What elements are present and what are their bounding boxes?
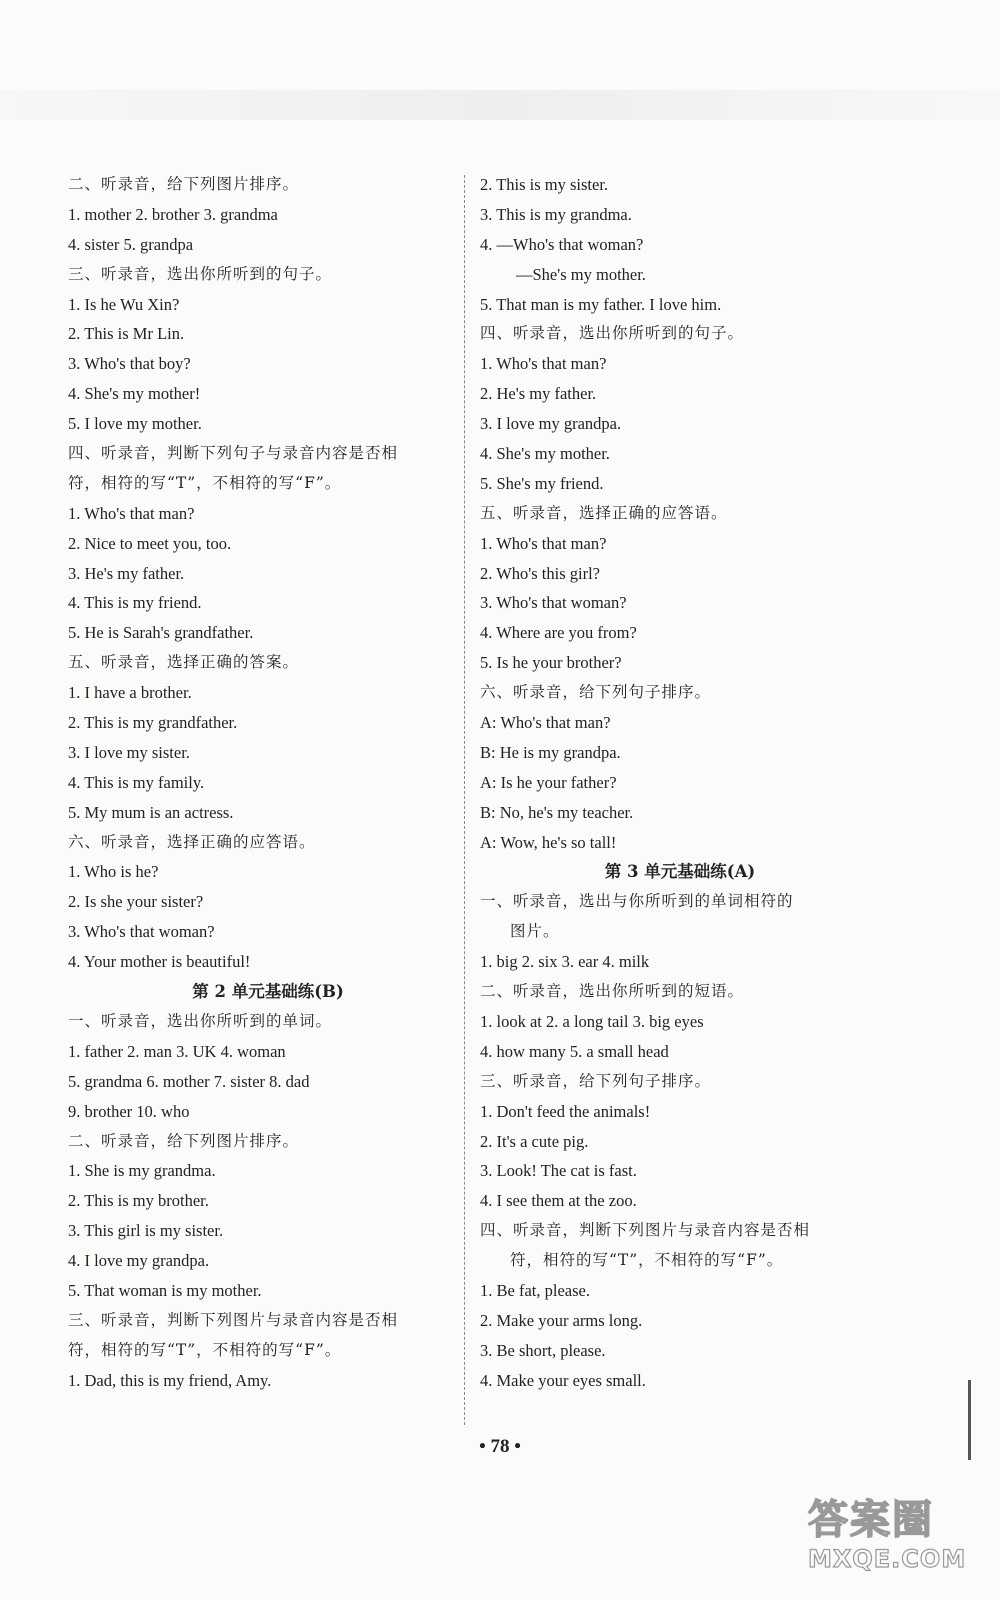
section-heading: 四、听录音，选出你所听到的句子。 xyxy=(480,324,745,343)
answer-line: 2. This is my sister. xyxy=(480,175,609,194)
answer-line: 4. —Who's that woman? xyxy=(480,234,644,254)
section-heading: 二、听录音，选出你所听到的短语。 xyxy=(480,982,745,1001)
answer-line: 2. Nice to meet you, too. xyxy=(68,533,232,553)
section-heading-continued: 符，相符的写“T”，不相符的写“F”。 xyxy=(510,1251,784,1270)
answer-line: 2. This is my brother. xyxy=(68,1191,209,1211)
answer-line: 4. She's my mother! xyxy=(68,384,201,404)
section-heading: 一、听录音，选出与你所听到的单词相符的 xyxy=(480,892,794,911)
answer-line: 2. Who's this girl? xyxy=(480,563,600,583)
answer-line: 1. She is my grandma. xyxy=(68,1161,216,1181)
answer-line: 1. Dad, this is my friend, Amy. xyxy=(68,1370,272,1390)
section-heading: 四、听录音，判断下列句子与录音内容是否相 xyxy=(68,444,399,463)
section-heading: 六、听录音，给下列句子排序。 xyxy=(480,683,712,702)
answer-line: 5. Is he your brother? xyxy=(480,653,622,673)
answer-line: A: Wow, he's so tall! xyxy=(480,832,617,852)
answer-line: 4. This is my family. xyxy=(68,772,205,792)
answer-line: 4. I love my grandpa. xyxy=(68,1251,210,1271)
answer-line: 4. This is my friend. xyxy=(68,593,202,613)
page-number: • 78 • xyxy=(479,1436,521,1457)
answer-line: 5. I love my mother. xyxy=(68,414,202,434)
answer-line-continued: —She's my mother. xyxy=(516,264,646,284)
answer-line: 3. Be short, please. xyxy=(480,1340,606,1360)
answer-line: 4. Where are you from? xyxy=(480,623,637,643)
section-heading: 五、听录音，选择正确的答案。 xyxy=(68,653,300,672)
answer-line: 4. Your mother is beautiful! xyxy=(68,952,251,972)
answer-line: 9. brother 10. who xyxy=(68,1101,190,1121)
watermark-top-text: 答案圈 xyxy=(808,1497,934,1543)
section-heading: 四、听录音，判断下列图片与录音内容是否相 xyxy=(480,1221,811,1240)
answer-line: 3. This is my grandma. xyxy=(480,204,632,224)
left-column xyxy=(68,170,468,1396)
answer-line: 5. grandma 6. mother 7. sister 8. dad xyxy=(68,1071,310,1091)
answer-line: 5. That woman is my mother. xyxy=(68,1280,262,1300)
answer-line: 1. Be fat, please. xyxy=(480,1280,590,1300)
answer-line: 1. father 2. man 3. UK 4. woman xyxy=(68,1041,286,1061)
answer-line: 4. Make your eyes small. xyxy=(480,1370,646,1390)
answer-line: 5. He is Sarah's grandfather. xyxy=(68,623,254,643)
scan-artifact-band xyxy=(0,90,1000,120)
answer-line: 5. My mum is an actress. xyxy=(68,802,234,822)
answer-line: 4. sister 5. grandpa xyxy=(68,234,194,254)
answer-line: 5. That man is my father. I love him. xyxy=(480,294,722,314)
section-heading: 一、听录音，选出你所听到的单词。 xyxy=(68,1011,333,1030)
section-heading: 三、听录音，判断下列图片与录音内容是否相 xyxy=(68,1310,399,1329)
answer-line: 2. It's a cute pig. xyxy=(480,1131,589,1151)
answer-line: 2. This is Mr Lin. xyxy=(68,324,185,344)
answer-line: 3. He's my father. xyxy=(68,563,185,583)
answer-line: 1. I have a brother. xyxy=(68,683,192,703)
column-divider xyxy=(464,175,465,1425)
answer-line: 2. This is my grandfather. xyxy=(68,713,238,733)
answer-line: B: He is my grandpa. xyxy=(480,742,621,762)
answer-line: 1. Who's that man? xyxy=(480,354,607,374)
answer-line: 1. Who's that man? xyxy=(480,533,607,553)
answer-line: 5. She's my friend. xyxy=(480,473,604,493)
answer-line: 4. how many 5. a small head xyxy=(480,1041,669,1061)
answer-line: 1. big 2. six 3. ear 4. milk xyxy=(480,952,650,972)
answer-line: 3. Who's that boy? xyxy=(68,354,191,374)
section-heading: 三、听录音，给下列句子排序。 xyxy=(480,1071,712,1090)
answer-line: 4. She's my mother. xyxy=(480,444,610,464)
answer-line: 1. Who's that man? xyxy=(68,503,195,523)
answer-line: 1. mother 2. brother 3. grandma xyxy=(68,204,278,224)
section-heading: 二、听录音，给下列图片排序。 xyxy=(68,1131,300,1150)
unit-title: 第 2 单元基础练(B) xyxy=(192,982,344,1002)
answer-line: 3. Look! The cat is fast. xyxy=(480,1161,637,1181)
answer-line: 1. look at 2. a long tail 3. big eyes xyxy=(480,1011,704,1031)
section-heading: 五、听录音，选择正确的应答语。 xyxy=(480,503,728,522)
answer-line: 3. This girl is my sister. xyxy=(68,1221,224,1241)
answer-line: 2. Is she your sister? xyxy=(68,892,204,912)
answer-line: A: Who's that man? xyxy=(480,713,611,733)
section-heading: 符，相符的写“T”，不相符的写“F”。 xyxy=(68,473,342,492)
section-heading: 二、听录音，给下列图片排序。 xyxy=(68,175,300,193)
section-heading-continued: 图片。 xyxy=(510,922,560,941)
answer-line: 3. I love my grandpa. xyxy=(480,414,622,434)
section-heading: 六、听录音，选择正确的应答语。 xyxy=(68,832,316,851)
watermark-bottom-text: MXQE.COM xyxy=(808,1545,967,1573)
answer-line: 2. Make your arms long. xyxy=(480,1310,643,1330)
answer-line: B: No, he's my teacher. xyxy=(480,802,634,822)
watermark-logo xyxy=(808,1488,978,1588)
section-heading: 符，相符的写“T”，不相符的写“F”。 xyxy=(68,1340,342,1359)
answer-line: 4. I see them at the zoo. xyxy=(480,1191,637,1211)
answer-line: A: Is he your father? xyxy=(480,772,617,792)
unit-title: 第 3 单元基础练(A) xyxy=(604,862,756,882)
answer-line: 3. Who's that woman? xyxy=(68,922,215,942)
answer-line: 2. He's my father. xyxy=(480,384,597,404)
answer-line: 1. Is he Wu Xin? xyxy=(68,294,180,314)
answer-line: 1. Don't feed the animals! xyxy=(480,1101,651,1121)
section-heading: 三、听录音，选出你所听到的句子。 xyxy=(68,264,333,283)
answer-line: 3. I love my sister. xyxy=(68,742,190,762)
answer-line: 3. Who's that woman? xyxy=(480,593,627,613)
right-column xyxy=(480,170,880,1396)
answer-line: 1. Who is he? xyxy=(68,862,159,882)
binding-edge-mark xyxy=(968,1380,971,1460)
